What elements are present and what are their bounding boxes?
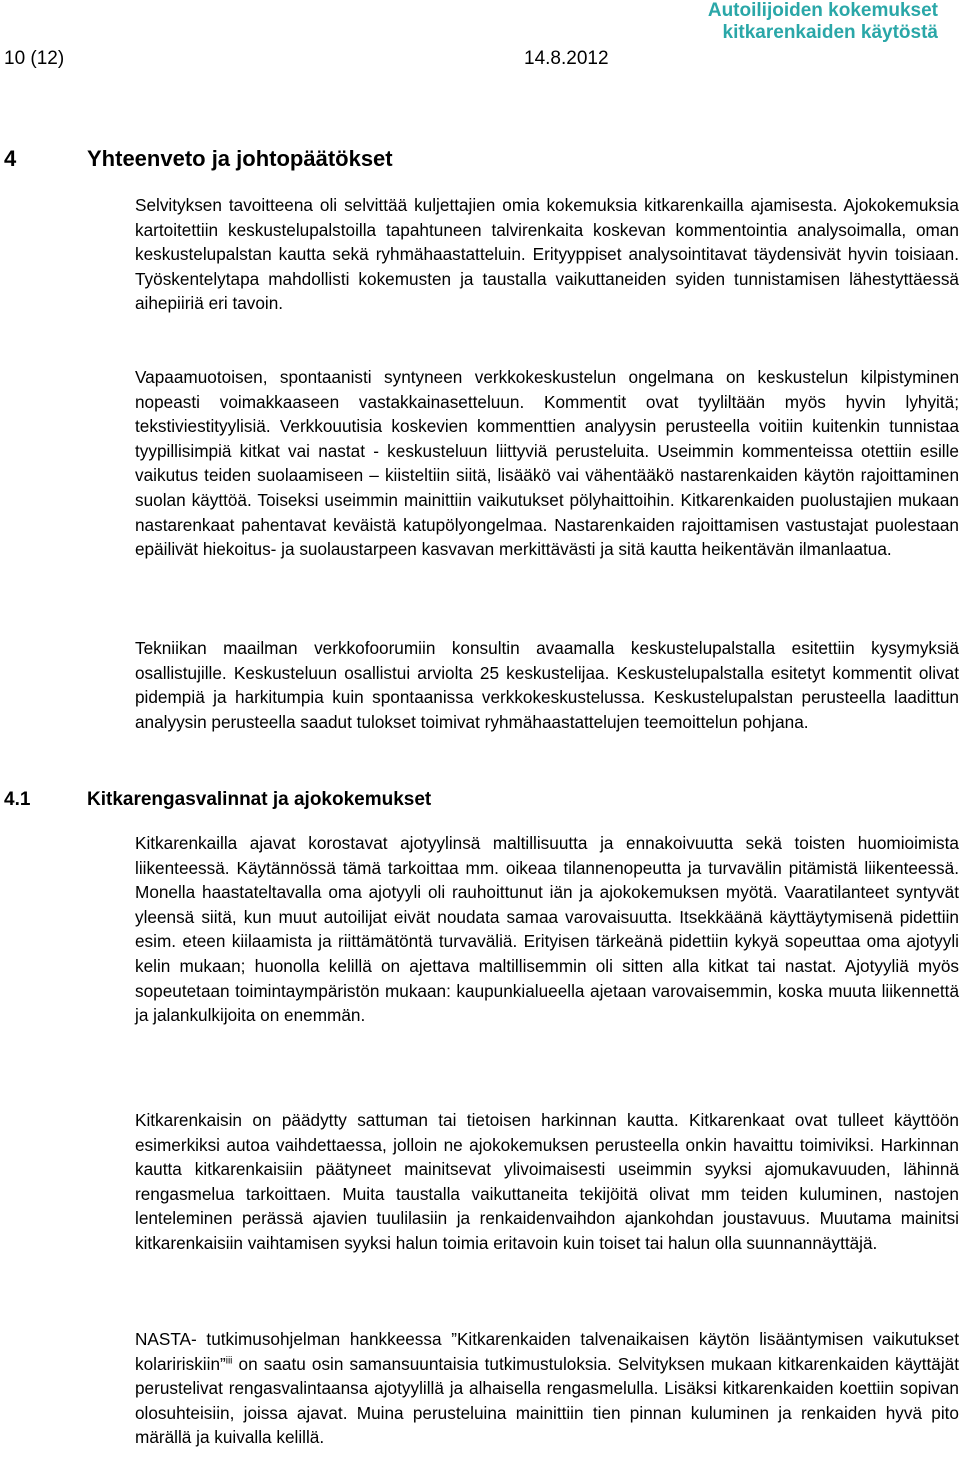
paragraph-s41-2: Kitkarenkaisin on päädytty sattuman tai tietoisen harkinnan kautta. Kitkarenkaat ovat tulleet käyttöön esimerkiksi autoa vaihdettaessa, jolloin ne ajokokemuksen perusteella onkin havaittu toimiviksi. Harkinnan kautta kitkarenkaisiin päätyneet mainitsevat ylivoimaisesti useimmin syyksi ajomukavuuden, lähinnä rengasmelua tarkoittaen. Muita taustalla vaikuttaneita tekijöitä olivat mm teiden kuluminen, nastojen lenteleminen perässä ajavien tuulilasiin ja renkaidenvaihdon ajankohdan joustavuus. Muutama mainitsi kitkarenkaisiin vaihtamisen syyksi halun toimia eritavoin kuin toiset tai halun olla suunnannäyttäjä. [135, 1110, 959, 1253]
paragraph-s41-1: Kitkarenkailla ajavat korostavat ajotyylinsä maltillisuutta ja ennakoivuutta sekä toisten huomioimista liikenteessä. Käytännössä tämä tarkoittaa mm. oikeaa tilannenopeutta ja turvavälin pitämistä liikenteessä. Monella haastateltavalla oma ajotyyli oli rauhoittunut iän ja ajokokemuksen myötä. Vaaratilanteet syntyvät yleensä siitä, kun muut autoilijat eivät noudata samaa varovaisuutta. Itsekkäänä käyttäytymisenä pidettiin esim. eteen kiilaamista ja riittämätöntä turvaväliä. Erityisen tärkeänä pidettiin kykyä sopeuttaa oma ajotyyli kelin mukaan; huonolla kelillä on ajettava maltillisemmin oli sitten alla kitkat tai nastat. Ajotyyliä myös sopeutetaan toimintaympäristön mukaan: kaupunkialueella ajetaan varovaisemmin, koska muuta liikennettä ja jalankulkijoita on enemmän. [135, 833, 959, 1026]
nasta-text-before: NASTA- tutkimusohjelman hankkeessa ”Kitkarenkaiden talvenaikaisen käytön lisääntymisen vaikutukset kolaririskiin” [135, 1329, 959, 1374]
page-header-right [708, 0, 938, 44]
paragraph-s4-2: Vapaamuotoisen, spontaanisti syntyneen verkkokeskustelun ongelmana on keskustelun kilpistyminen nopeasti voimakkaaseen vastakkainasetteluun. Kommentit ovat tyyliltään myös hyvin lyhyitä; tekstiviestityylisiä. Verkkouutisia koskevien kommenttien analyysin perusteella voitiin kuitenkin tunnistaa tyypillisimpiä kitkat vai nastat - keskusteluun liittyviä perusteluita. Useimmin kommenteissa otettiin esille vaikutus teiden suolaamiseen – kiisteltiin siitä, lisääkö vai vähentääkö nastarenkaiden käytön rajoittaminen suolan käyttöä. Toiseksi useimmin mainittiin vaikutukset pölyhaittoihin. Kitkarenkaiden puolustajien mukaan nastarenkaat pahentavat keväistä katupölyongelmaa. Nastarenkaiden rajoittamisen vastustajat puolestaan epäilivät hiekoitus- ja suolaustarpeen kasvavan merkittävästi ja sitä kautta heikentävän ilmanlaatua. [135, 367, 959, 560]
footnote-marker[interactable]: iii [225, 1354, 233, 1366]
document-title-line2: kitkarenkaiden käytöstä [722, 22, 938, 43]
document-title-line1: Autoilijoiden kokemukset [707, 0, 938, 21]
subsection-number: 4.1 [4, 789, 31, 810]
subsection-title: Kitkarengasvalinnat ja ajokokemukset [87, 789, 432, 810]
paragraph-s41-3 [135, 1327, 959, 1450]
section-heading-4 [4, 146, 393, 172]
paragraph-s4-1: Selvityksen tavoitteena oli selvittää kuljettajien omia kokemuksia kitkarenkailla ajamisesta. Ajokokemuksia kartoitettiin keskustelupalstoilla tapahtuneen talvirenkaita koskevan kommentointia analysoimalla, oman keskustelupalstan kautta sekä ryhmähaastatteluin. Erityyppiset analysointitavat täydensivät hyvin toisiaan. Työskentelytapa mahdollisti kokemusten ja taustalla vaikuttaneiden syiden tunnistamisen lähestyttäessä aihepiiriä eri tavoin. [135, 195, 959, 314]
section-title: Yhteenveto ja johtopäätökset [87, 146, 393, 171]
page-number: 10 (12) [4, 48, 65, 69]
page-header-left [4, 48, 609, 70]
paragraph-s4-3: Tekniikan maailman verkkofoorumiin konsultin avaamalla keskustelupalstalla esitettiin kysymyksiä osallistujille. Keskusteluun osallistui arviolta 25 keskustelijaa. Keskustelupalstalla esitetyt kommentit olivat pidempiä ja harkitumpia kuin spontaanissa verkkokeskustelussa. Keskustelupalstan perusteella laadittun analyysin perusteella saadut tulokset toimivat ryhmähaastattelujen teemoittelun pohjana. [135, 638, 959, 732]
section-number: 4 [4, 146, 17, 171]
document-date: 14.8.2012 [524, 48, 609, 69]
section-heading-4-1 [4, 788, 431, 812]
nasta-text-after: on saatu osin samansuuntaisia tutkimustuloksia. Selvityksen mukaan kitkarenkaiden käyttäjät perustelivat rengasvalintaansa ajotyylillä ja alhaisella rengasmelulla. Lisäksi kitkarenkaiden koettiin sopivan olosuhteisiin, joissa ajavat. Muina perusteluina mainittiin tien pinnan kuluminen ja renkaiden hyvä pito märällä ja kuivalla kelillä. [135, 1353, 959, 1448]
